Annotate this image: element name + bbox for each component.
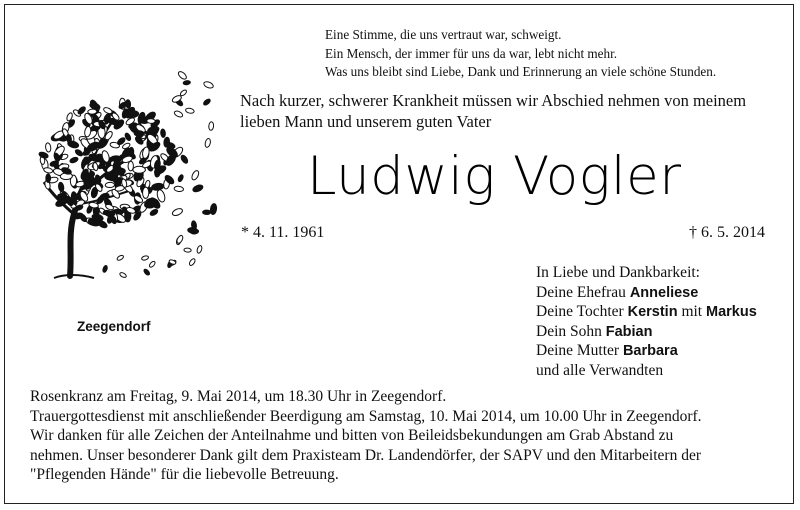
leaf — [163, 137, 170, 148]
intro-line: Nach kurzer, schwerer Krankheit müssen wir Abschied nehmen von meinem — [240, 91, 747, 110]
leaf — [143, 187, 149, 198]
leaf — [141, 255, 149, 261]
footer-line: Trauergottesdienst mit anschließender Beerdigung am Samstag, 10. Mai 2014, um 10.00 Uhr in Zeegendorf. — [30, 407, 702, 425]
mourner-son: Dein Sohn Fabian — [536, 322, 653, 340]
leaf — [105, 203, 114, 210]
leaf — [43, 167, 53, 174]
leaf — [134, 131, 144, 137]
leaf — [192, 184, 204, 193]
leaf — [191, 170, 201, 181]
leaf — [71, 192, 76, 202]
leaf — [144, 202, 154, 208]
leaf — [147, 118, 156, 123]
leaf — [188, 258, 196, 267]
leaf — [177, 174, 184, 182]
leaf — [74, 148, 83, 157]
leaf — [185, 107, 194, 114]
footer-line: Rosenkranz am Freitag, 9. Mai 2014, um 18.30 Uhr in Zeegendorf. — [30, 388, 447, 405]
leaf — [196, 245, 203, 254]
leaf — [97, 219, 109, 229]
mourner-daughter: Deine Tochter Kerstin mit Markus — [536, 303, 757, 321]
leaf — [148, 260, 156, 268]
leaf — [103, 106, 113, 115]
poem-line: Ein Mensch, der immer für uns da war, lebt nicht mehr. — [325, 45, 618, 61]
leaf — [174, 186, 184, 192]
poem — [325, 26, 716, 82]
leaf — [203, 81, 214, 90]
leaf — [184, 248, 192, 253]
leaf — [58, 182, 65, 192]
mourners-list — [536, 263, 757, 381]
leaf — [133, 166, 146, 173]
leaf — [69, 156, 79, 164]
death-date: † 6. 5. 2014 — [689, 224, 765, 241]
birth-date: * 4. 11. 1961 — [241, 224, 325, 241]
deceased-name: Ludwig Vogler — [307, 146, 682, 207]
leaf — [177, 70, 188, 80]
leaf — [171, 207, 183, 217]
service-info — [30, 387, 702, 485]
intro-line: lieben Mann und unserem guten Vater — [240, 112, 492, 131]
leaf — [119, 272, 127, 279]
leaf — [203, 98, 212, 106]
leaf — [105, 182, 115, 188]
leaf — [46, 174, 51, 183]
intro-text — [240, 90, 746, 132]
poem-line: Eine Stimme, die uns vertraut war, schweigt. — [325, 27, 562, 42]
leaf — [84, 176, 91, 189]
leaf — [116, 254, 124, 261]
mourner-relatives: und alle Verwandten — [536, 361, 664, 379]
leaf — [149, 208, 159, 216]
windblown-tree-icon — [22, 64, 222, 292]
leaf — [183, 80, 191, 85]
poem-line: Was uns bleibt sind Liebe, Dank und Erinnerung an viele schöne Stunden. — [325, 64, 717, 79]
footer-line: Wir danken für alle Zeichen der Anteilnahme und bitten von Beileidsbekundungen am Grab Abstand zu — [30, 427, 674, 445]
leaf — [208, 122, 213, 131]
leaf — [151, 183, 164, 191]
footer-line: nehmen. Unser besonderer Dank gilt dem Praxisteam Dr. Landendörfer, der SAPV und den Mitarbeitern der — [30, 446, 702, 464]
leaf — [143, 268, 151, 276]
leaf — [180, 154, 189, 164]
mourners-heading: In Liebe und Dankbarkeit: — [536, 264, 700, 281]
mourner-wife: Deine Ehefrau Anneliese — [536, 283, 699, 301]
leaf — [203, 210, 211, 214]
leaf — [88, 109, 97, 115]
leaf — [204, 138, 211, 148]
leaf — [45, 142, 51, 152]
footer-line: "Pflegenden Hände" für die liebevolle Betreuung. — [30, 466, 339, 484]
leaf — [179, 89, 187, 97]
leaf — [173, 110, 183, 118]
place-name: Zeegendorf — [77, 319, 151, 334]
mourner-mother: Deine Mutter Barbara — [536, 342, 678, 360]
leaf — [160, 129, 165, 138]
leaf — [176, 234, 184, 244]
leaf — [102, 265, 108, 273]
